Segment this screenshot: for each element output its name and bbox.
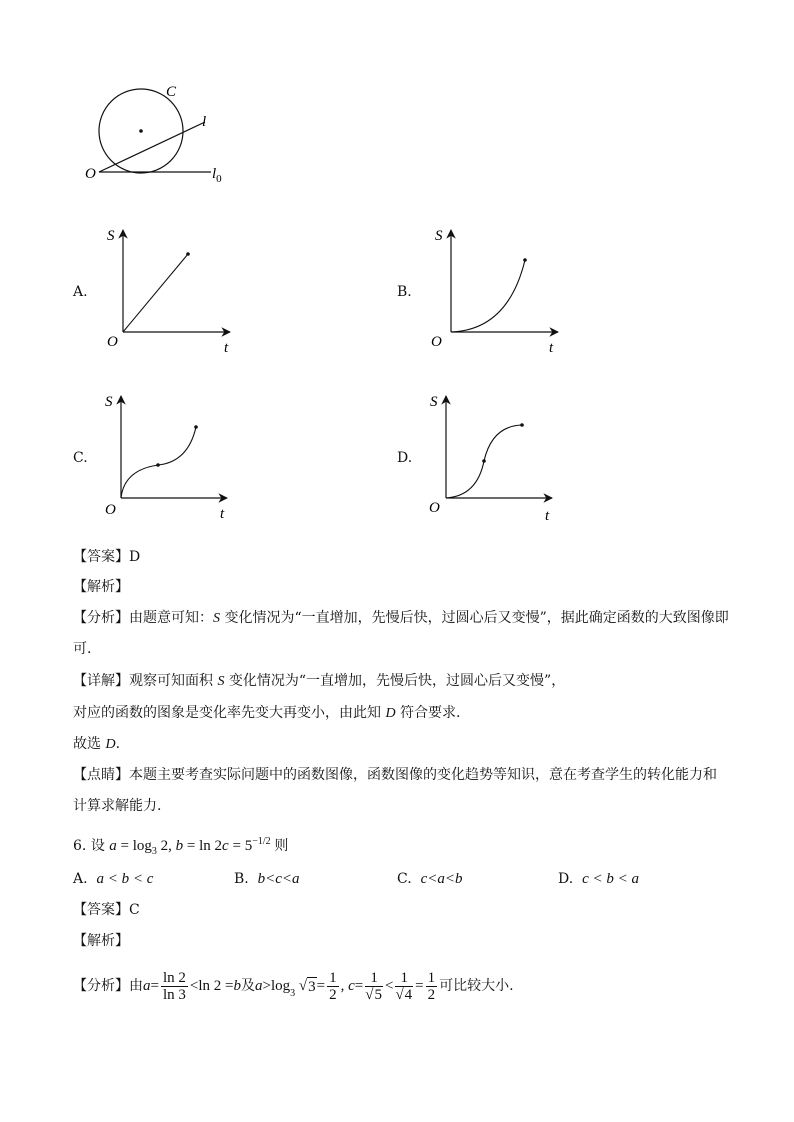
- circle-center-dot: [139, 129, 143, 133]
- endpoint-dot: [194, 425, 198, 429]
- option-C-label: C.: [73, 450, 88, 466]
- label-l0: $l_0$: [212, 166, 222, 185]
- label-O: O: [85, 166, 96, 182]
- q5-fenxi-line1: 【分析】由题意可知：S 变化情况为“一直增加，先慢后快，过圆心后又变慢”，据此确定函数的大致图像即: [73, 610, 729, 626]
- endpoint-dot: [520, 423, 524, 427]
- q6-option-B[interactable]: B. b<c<a: [234, 871, 300, 887]
- midpoint-dot: [156, 463, 160, 467]
- midpoint-dot: [482, 459, 486, 463]
- q5-dianjing-line2: 计算求解能力.: [73, 798, 162, 814]
- q5-fenxi-line2: 可.: [73, 641, 92, 657]
- frac-1-sqrt5: $\frac{1}{√5}$: [365, 969, 382, 1003]
- q5-guxuan: 故选 D.: [73, 736, 121, 752]
- axis-t: t: [545, 508, 550, 523]
- label-l: l: [202, 114, 207, 130]
- option-B-label: B.: [397, 284, 412, 300]
- frac-ln2-ln3: $\frac{\ln 2}{\ln 3}$: [162, 969, 186, 1003]
- graph-A: [100, 222, 250, 357]
- frac-half-2: $\frac{1}{2}$: [427, 969, 436, 1003]
- q5-xiangjie: 【详解】观察可知面积 S 变化情况为“一直增加，先慢后快，过圆心后又变慢”，: [73, 673, 566, 689]
- curve-C: [121, 427, 196, 498]
- axis-S: S: [107, 228, 115, 244]
- q6-option-A[interactable]: A. a < b < c: [73, 871, 154, 887]
- q5-duiying: 对应的函数的图象是变化率先变大再变小，由此知 D 符合要求.: [73, 705, 461, 721]
- option-A-label: A.: [73, 284, 88, 300]
- frac-half-1: $\frac{1}{2}$: [329, 969, 337, 1003]
- q5-analysis-heading: 【解析】: [73, 579, 129, 595]
- axis-O: O: [429, 500, 440, 516]
- curve-A: [123, 254, 188, 332]
- label-C: C: [166, 84, 177, 100]
- axis-O: O: [107, 334, 118, 350]
- q6-option-C[interactable]: C. c<a<b: [397, 871, 463, 887]
- endpoint-dot: [186, 252, 190, 256]
- circle-tangent-figure: [80, 78, 240, 188]
- axis-O: O: [105, 502, 116, 518]
- q6-analysis-heading: 【解析】: [73, 933, 129, 949]
- q6-answer: 【答案】C: [73, 902, 140, 918]
- line-l: [99, 122, 205, 172]
- option-D-label: D.: [397, 450, 413, 466]
- axis-t: t: [549, 340, 554, 356]
- axis-t: t: [220, 506, 225, 522]
- endpoint-dot: [523, 258, 527, 262]
- axis-S: S: [105, 394, 113, 410]
- curve-B: [451, 260, 525, 332]
- q6-option-D[interactable]: D. c < b < a: [558, 871, 639, 887]
- q5-answer: 【答案】D: [73, 549, 141, 565]
- axis-O: O: [431, 334, 442, 350]
- frac-1-sqrt4: $\frac{1}{√4}$: [395, 969, 413, 1003]
- q5-dianjing-line1: 【点睛】本题主要考查实际问题中的函数图像，函数图像的变化趋势等知识，意在考查学生的转化能力和: [73, 767, 717, 783]
- graph-B: [428, 222, 578, 357]
- graph-C: [100, 388, 250, 523]
- axis-S: S: [430, 394, 438, 410]
- q6-fenxi: 【分析】由 a = $\frac{\ln 2}{\ln 3}$ < ln 2 = b 及 a > log $_3$ √ 3 = $\frac{1}{2}$ , c = $\frac{1}{√5}$ < $\frac{1}{√4}$ = $\frac{1}{2}$ 可比较大小.: [73, 969, 514, 1003]
- axis-S: S: [435, 228, 443, 244]
- q6-stem: 6. 设 $a = \log_3 2$, $b = \ln 2c = 5^{-1/2}$ 则: [73, 836, 289, 857]
- graph-D: [425, 388, 575, 523]
- axis-t: t: [224, 340, 229, 356]
